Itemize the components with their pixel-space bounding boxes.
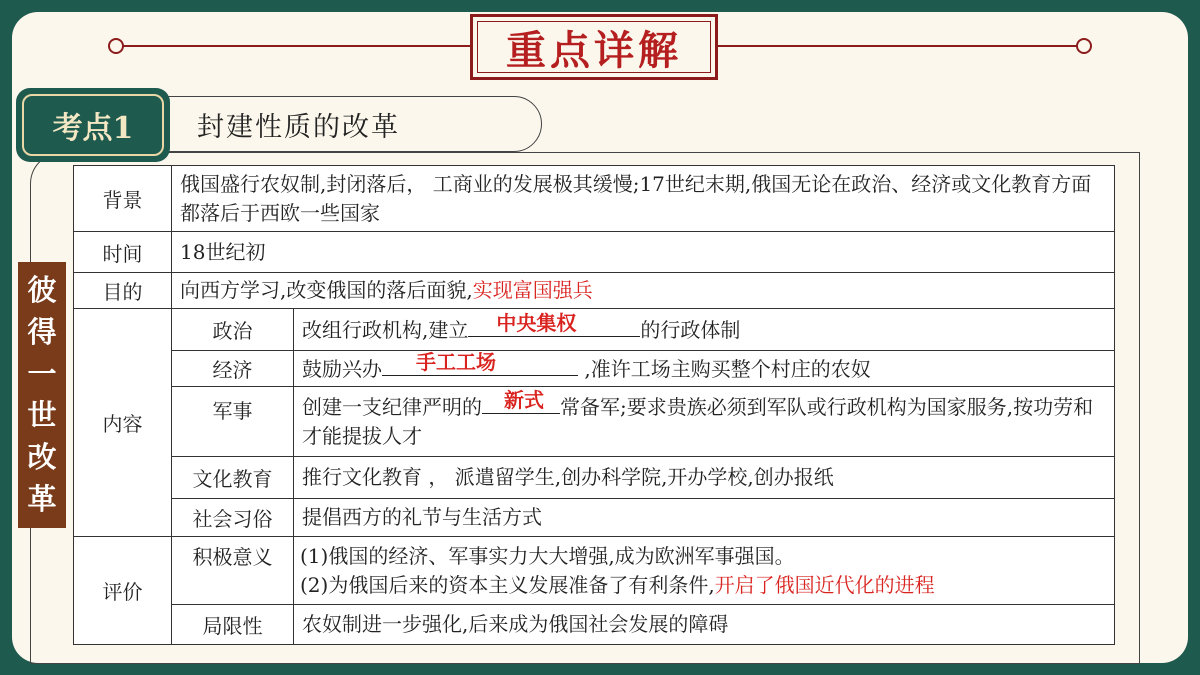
politics-text-before: 改组行政机构,建立 <box>302 317 469 342</box>
side-label-char: 世 <box>27 398 57 433</box>
table-row <box>74 232 1115 273</box>
sub-label-economy: 经济 <box>172 351 294 387</box>
header-ornament-right <box>1076 38 1092 54</box>
economy-cell <box>294 351 1115 387</box>
row-label-evaluation: 评价 <box>74 537 172 645</box>
side-label-char: 改 <box>27 439 57 474</box>
page-title: 重点详解 <box>506 26 682 74</box>
military-cell <box>294 387 1115 457</box>
row-label-purpose: 目的 <box>74 273 172 309</box>
side-label-char: 彼 <box>27 273 57 308</box>
limitation-text: 农奴制进一步强化,后来成为俄国社会发展的障碍 <box>294 605 1115 645</box>
economy-text-before: 鼓励兴办 <box>302 356 382 381</box>
side-label-char: 革 <box>27 481 57 516</box>
header-title-box <box>470 14 718 80</box>
sub-label-military: 军事 <box>172 387 294 457</box>
politics-answer: 中央集权 <box>496 310 577 335</box>
time-text: 18世纪初 <box>172 232 1115 273</box>
topic-title-pill <box>150 96 542 152</box>
table-row <box>74 387 1115 457</box>
positive-cell <box>294 537 1115 605</box>
reform-table <box>73 165 1115 645</box>
sub-label-positive: 积极意义 <box>172 537 294 605</box>
sub-label-culture: 文化教育 <box>172 457 294 499</box>
table-row <box>74 273 1115 309</box>
background-text: 俄国盛行农奴制,封闭落后， 工商业的发展极其缓慢;17世纪末期,俄国无论在政治、经济或文化教育方面都落后于西欧一些国家 <box>172 166 1115 232</box>
positive-line-2 <box>300 571 1106 600</box>
politics-blank <box>468 310 640 337</box>
row-label-time: 时间 <box>74 232 172 273</box>
table-row <box>74 605 1115 645</box>
positive-highlight: 开启了俄国近代化的进程 <box>714 572 935 597</box>
purpose-text: 向西方学习,改变俄国的落后面貌, <box>180 278 473 302</box>
purpose-cell <box>172 273 1115 309</box>
politics-text-after: 的行政体制 <box>640 317 741 342</box>
table-row <box>74 166 1115 232</box>
positive-line-2-text: (2)为俄国后来的资本主义发展准备了有利条件, <box>300 572 715 597</box>
header-divider-right <box>718 45 1080 47</box>
sub-label-custom: 社会习俗 <box>172 499 294 537</box>
table-row <box>74 351 1115 387</box>
sub-label-politics: 政治 <box>172 309 294 351</box>
economy-text-after: ,准许工场主购买整个村庄的农奴 <box>578 356 871 381</box>
topic-title: 封建性质的改革 <box>197 111 400 143</box>
table-row <box>74 309 1115 351</box>
side-label-char: 一 <box>27 356 57 391</box>
header-ornament-left <box>108 38 124 54</box>
topic-badge <box>16 88 170 162</box>
military-answer: 新式 <box>504 388 544 412</box>
table-row <box>74 499 1115 537</box>
row-label-content: 内容 <box>74 309 172 537</box>
side-label-char: 得 <box>27 314 57 349</box>
purpose-highlight: 实现富国强兵 <box>472 278 593 302</box>
economy-answer: 手工工场 <box>416 349 496 374</box>
table-row <box>74 537 1115 605</box>
sub-label-limitation: 局限性 <box>172 605 294 645</box>
culture-text: 推行文化教育 ， 派遣留学生,创办科学院,开办学校,创办报纸 <box>294 457 1115 499</box>
military-text-before: 创建一支纪律严明的 <box>302 395 482 419</box>
economy-blank <box>382 349 578 376</box>
positive-line-1: (1)俄国的经济、军事实力大大增强,成为欧洲军事强国。 <box>300 543 795 568</box>
military-blank <box>482 388 560 414</box>
header-divider-left <box>118 45 470 47</box>
table-row <box>74 457 1115 499</box>
politics-cell <box>294 309 1115 351</box>
row-label-background: 背景 <box>74 166 172 232</box>
topic-badge-label: 考点1 <box>52 111 134 146</box>
custom-text: 提倡西方的礼节与生活方式 <box>294 499 1115 537</box>
side-label <box>18 262 66 528</box>
military-text-after: 常备军;要求贵族必须到军队或行政机构为国家服务,按功劳和才能提拔人才 <box>302 395 1094 448</box>
